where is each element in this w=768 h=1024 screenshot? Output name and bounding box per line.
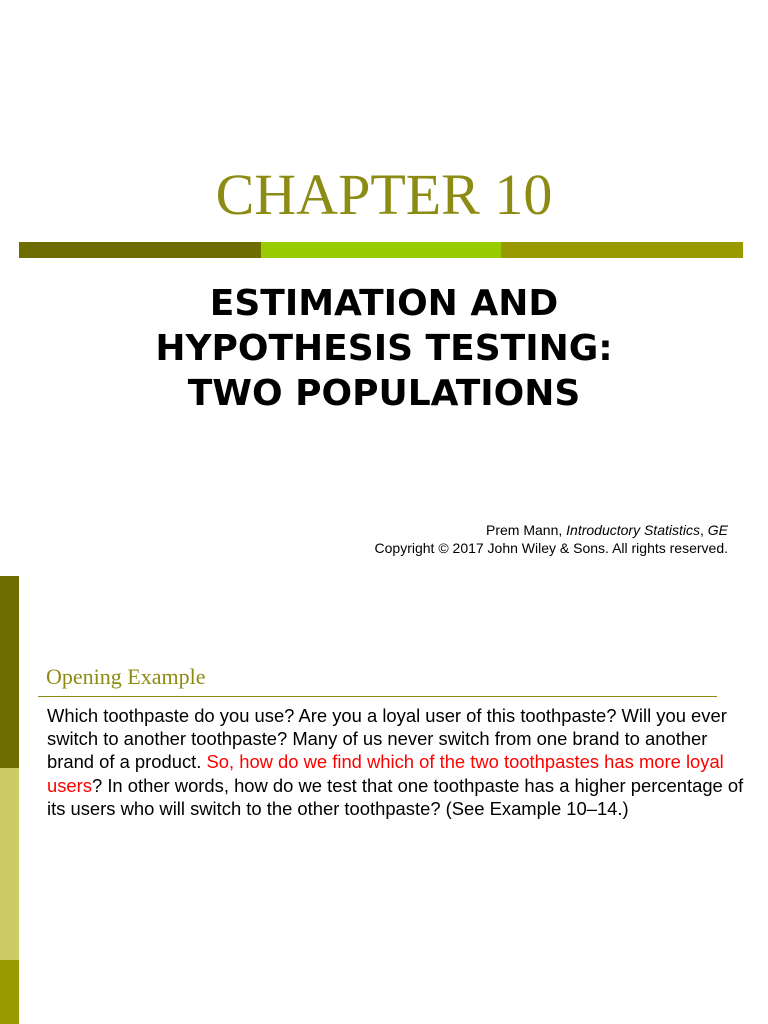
section-title: Opening Example: [46, 664, 206, 689]
example-paragraph: [47, 704, 747, 820]
title-stripe-olive: [501, 242, 743, 258]
sidebar-band-light: [0, 768, 19, 960]
section-divider: [38, 696, 717, 697]
title-stripe-dark: [19, 242, 261, 258]
sidebar-band-dark: [0, 576, 19, 768]
book-title: Introductory Statistics: [566, 522, 700, 538]
chapter-subtitle: [0, 281, 768, 416]
opening-example-slide: [0, 576, 768, 1024]
author-line: [375, 521, 728, 539]
subtitle-line-1: ESTIMATION AND: [209, 283, 559, 324]
author-name: Prem Mann,: [486, 522, 567, 538]
copyright-line: Copyright © 2017 John Wiley & Sons. All rights reserved.: [374, 540, 728, 556]
credit-block: [375, 521, 728, 557]
edition-label: GE: [707, 522, 728, 538]
chapter-title: CHAPTER 10: [215, 162, 553, 227]
title-stripe-lime: [261, 242, 501, 258]
paragraph-text-end: ? In other words, how do we test that one toothpaste has a higher percentage of its users who will switch to the other toothpaste? (See Example 10–14.): [47, 774, 744, 819]
subtitle-line-2: HYPOTHESIS TESTING:: [155, 328, 613, 369]
paragraph-text-start: Which toothpaste do you use? Are you a loyal user of this toothpaste? Will you ever switch to another toothpaste? Many of us never switch from one brand to another brand of a product.: [47, 705, 727, 773]
highlighted-question: So, how do we find which of the two toothpastes has more loyal users: [47, 751, 724, 796]
subtitle-line-3: TWO POPULATIONS: [187, 373, 581, 414]
sidebar-band-olive: [0, 960, 19, 1024]
credit-separator: ,: [699, 522, 708, 538]
